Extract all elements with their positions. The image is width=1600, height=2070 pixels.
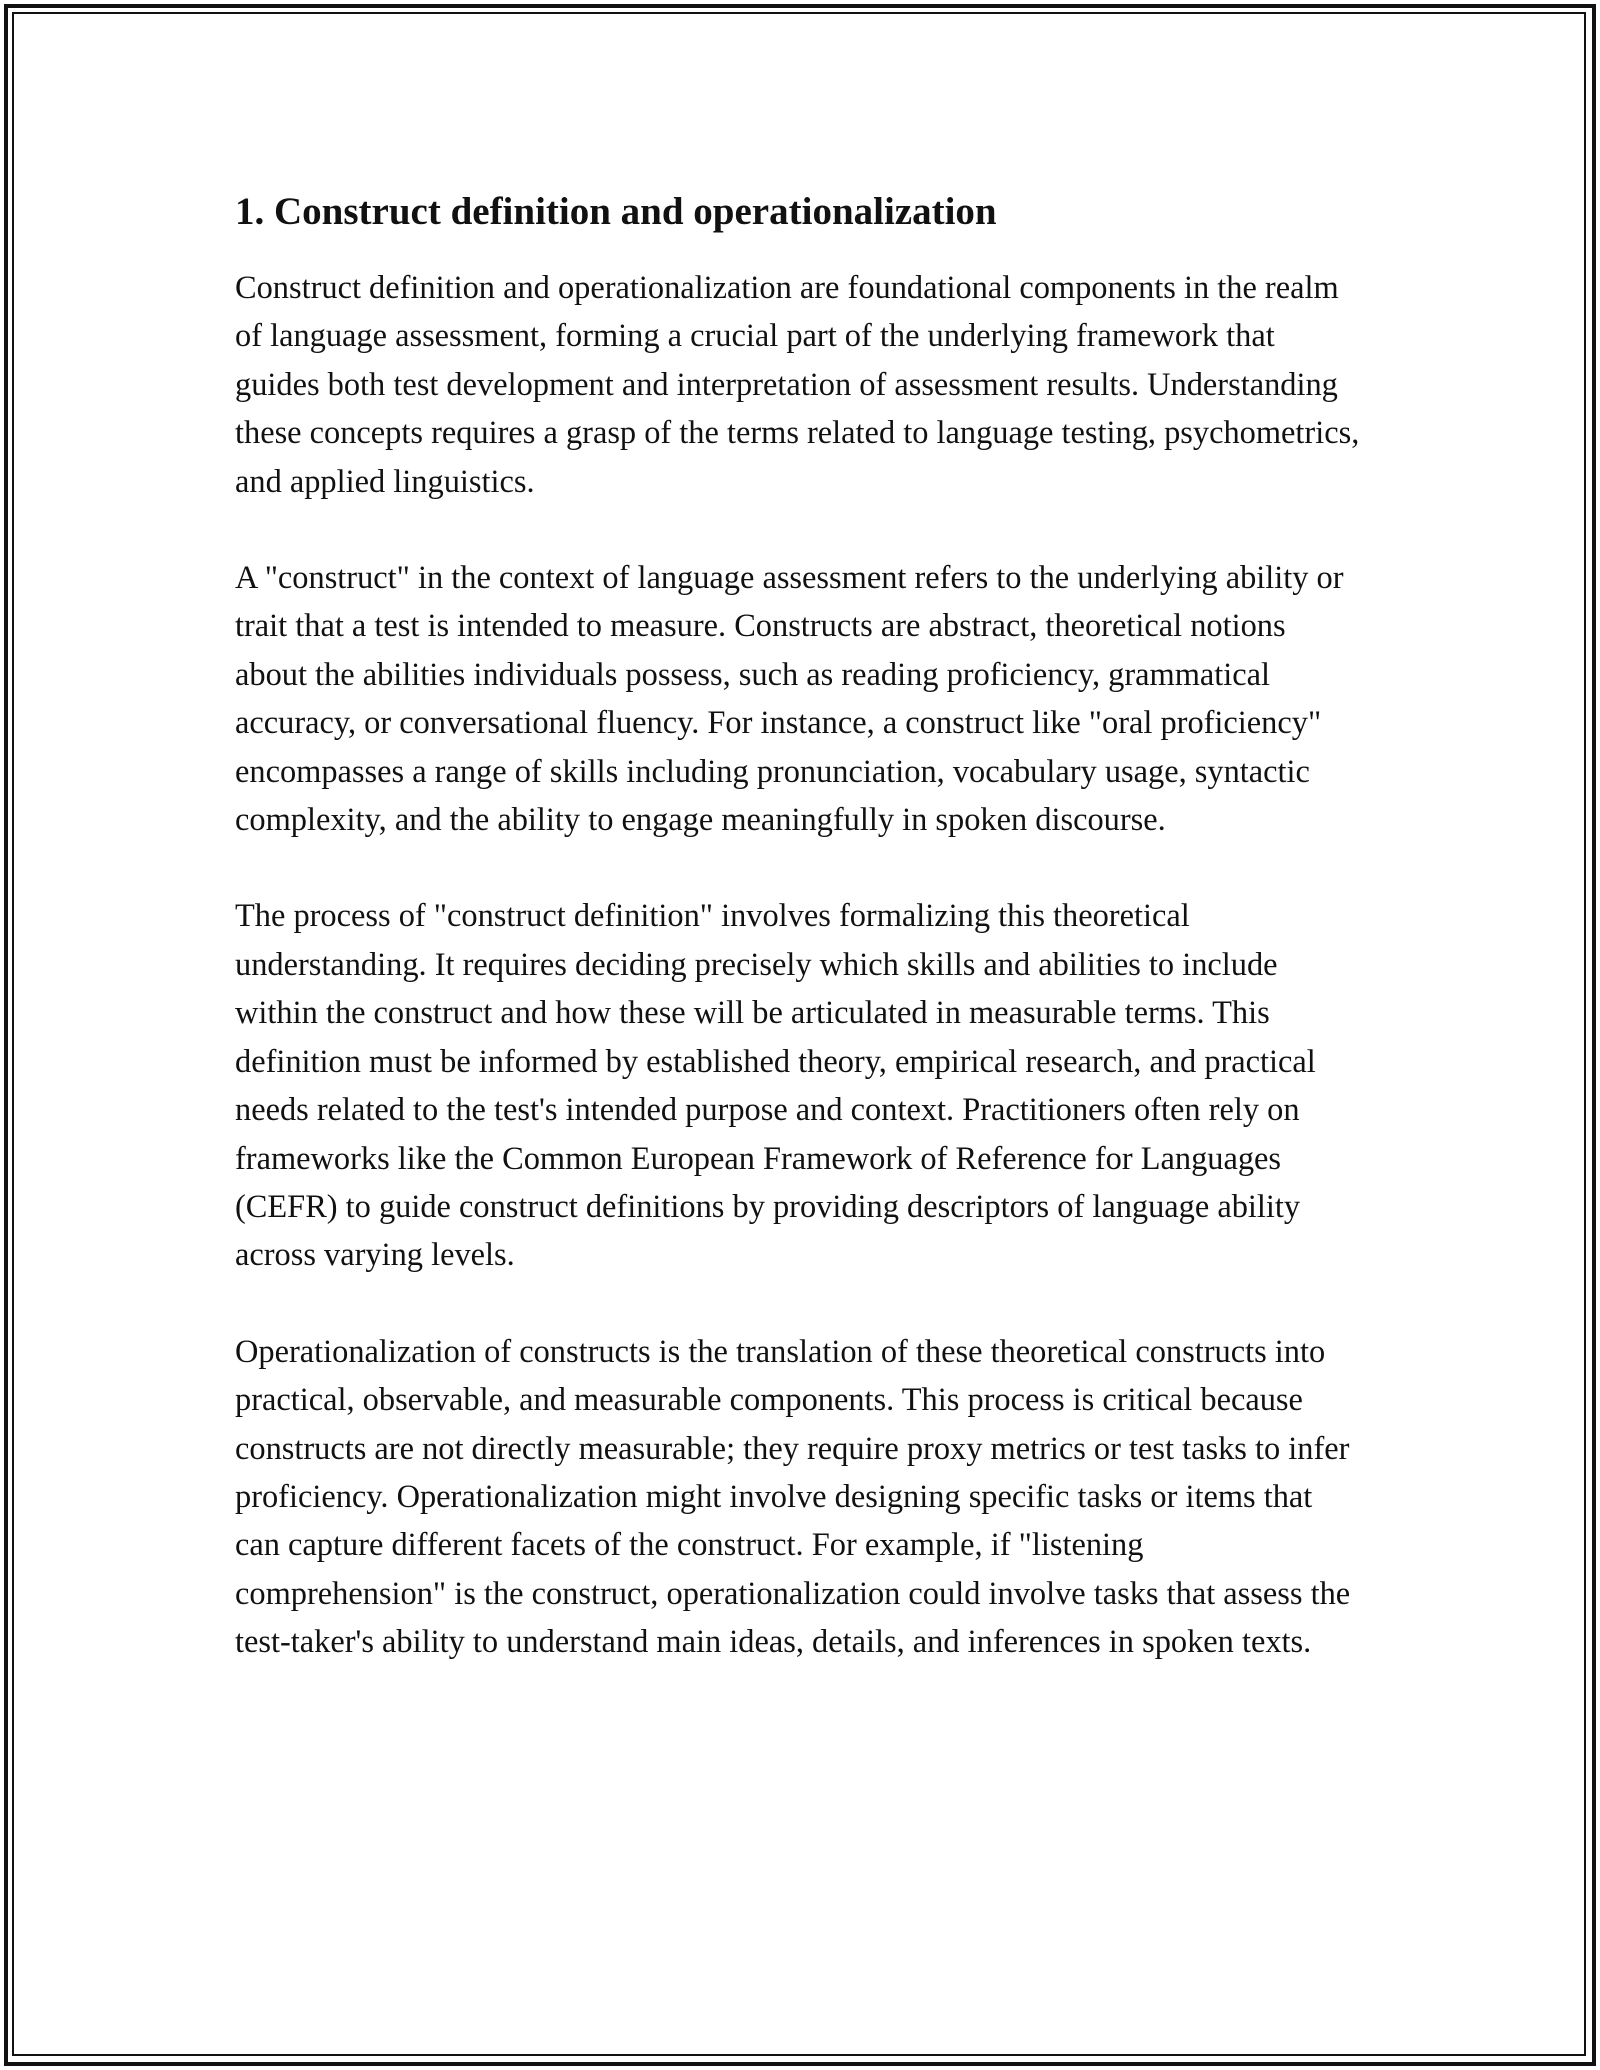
paragraph-construct-definition: The process of "construct definition" involves formalizing this theoretical understanding. It requires deciding precisely which skills and abilities to include within the construct and how these will be articulated in measurable terms. This definition must be informed by established theory, empirical research, and practical needs related to the test's intended purpose and context. Practitioners often rely on frameworks like the Common European Framework of Reference for Languages (CEFR) to guide construct definitions by providing descriptors of language ability across varying levels. <box>235 898 1316 1274</box>
paragraph-operationalization: Operationalization of constructs is the translation of these theoretical constructs into practical, observable, and measurable components. This process is critical because constructs are not directly measurable; they require proxy metrics or test tasks to infer proficiency. Operationalization might involve designing specific tasks or items that can capture different facets of the construct. For example, if "listening comprehension" is the construct, operationalization could involve tasks that assess the test-taker's ability to understand main ideas, details, and inferences in spoken texts. <box>235 1333 1351 1661</box>
document-body <box>235 186 1360 1715</box>
paragraph-construct-meaning: A "construct" in the context of language assessment refers to the underlying ability or trait that a test is intended to measure. Constructs are abstract, theoretical notions about the abilities individuals possess, such as reading proficiency, grammatical accuracy, or conversational fluency. For instance, a construct like "oral proficiency" encompasses a range of skills including pronunciation, vocabulary usage, syntactic complexity, and the ability to engage meaningfully in spoken discourse. <box>235 560 1344 839</box>
section-heading: 1. Construct definition and operationalization <box>235 190 997 233</box>
paragraph-construct-intro: Construct definition and operationalization are foundational components in the realm of language assessment, forming a crucial part of the underlying framework that guides both test development and interpretation of assessment results. Understanding these concepts requires a grasp of the terms related to language testing, psychometrics, and applied linguistics. <box>235 270 1360 500</box>
